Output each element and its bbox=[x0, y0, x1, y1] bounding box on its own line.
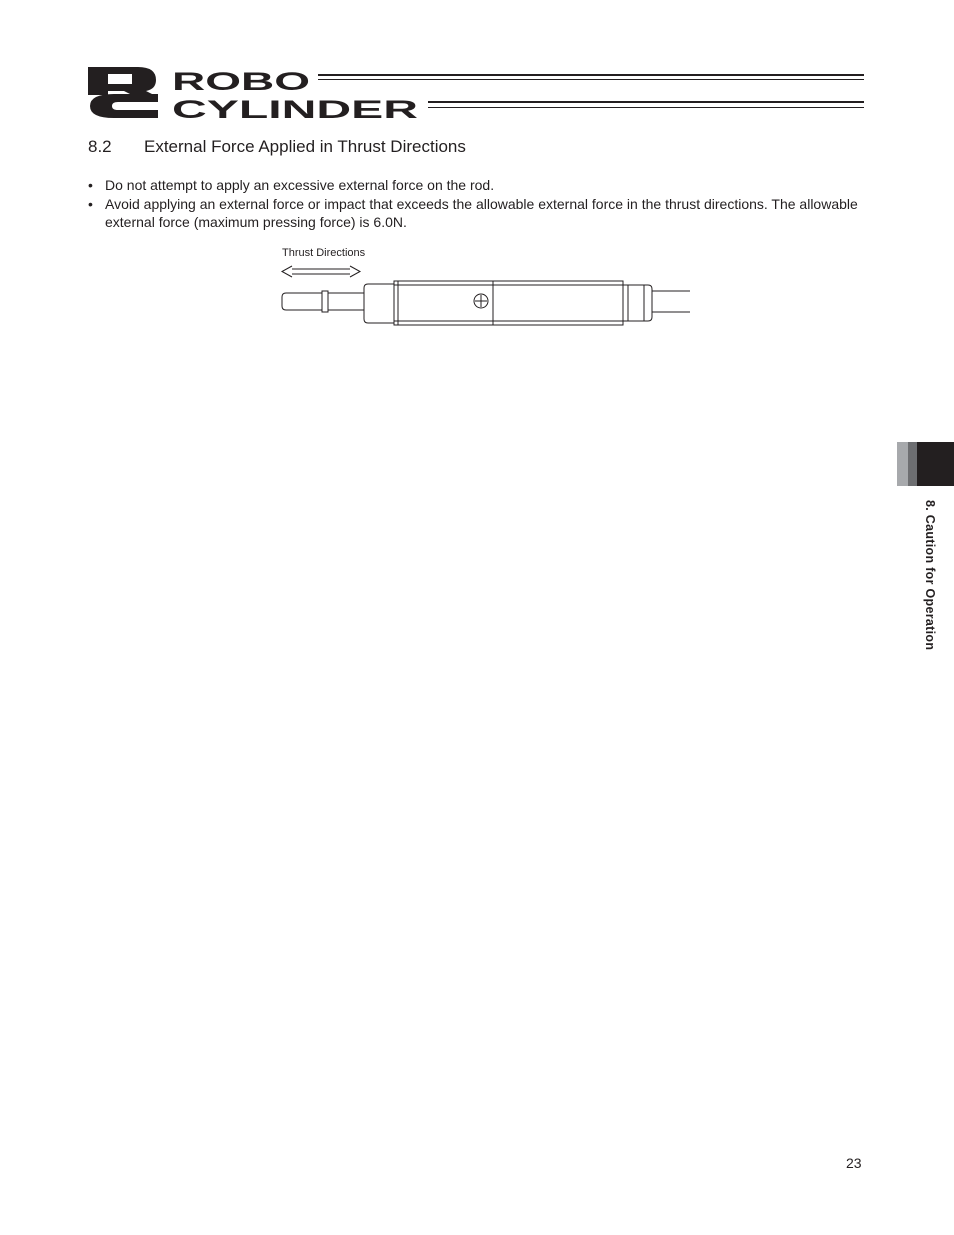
robo-cylinder-logo bbox=[86, 64, 426, 120]
bullet-icon: • bbox=[88, 177, 93, 193]
bullet-list bbox=[88, 176, 878, 232]
list-item bbox=[88, 195, 878, 232]
actuator-diagram bbox=[280, 262, 692, 328]
chapter-side-label: 8. Caution for Operation bbox=[923, 500, 937, 651]
bullet-text: Do not attempt to apply an excessive external force on the rod. bbox=[105, 177, 495, 193]
header-rule bbox=[428, 107, 864, 108]
page-number: 23 bbox=[846, 1155, 862, 1171]
chapter-side-tab bbox=[897, 442, 954, 486]
section-heading bbox=[88, 136, 466, 158]
section-title: External Force Applied in Thrust Directions bbox=[144, 137, 466, 156]
logo-text-cylinder: CYLINDER bbox=[172, 96, 418, 120]
header-rule bbox=[318, 79, 864, 80]
section-number: 8.2 bbox=[88, 137, 112, 156]
header-rule bbox=[428, 101, 864, 103]
header-rule bbox=[318, 74, 864, 76]
thrust-arrow-icon bbox=[282, 266, 360, 277]
list-item bbox=[88, 176, 878, 195]
figure-label: Thrust Directions bbox=[282, 247, 366, 259]
logo-text-robo: ROBO bbox=[172, 68, 310, 96]
bullet-icon: • bbox=[88, 195, 93, 212]
bullet-text: Avoid applying an external force or impact that exceeds the allowable external force in the thrust directions. The allowable external force (maximum pressing force) is 6.0N. bbox=[105, 195, 858, 230]
